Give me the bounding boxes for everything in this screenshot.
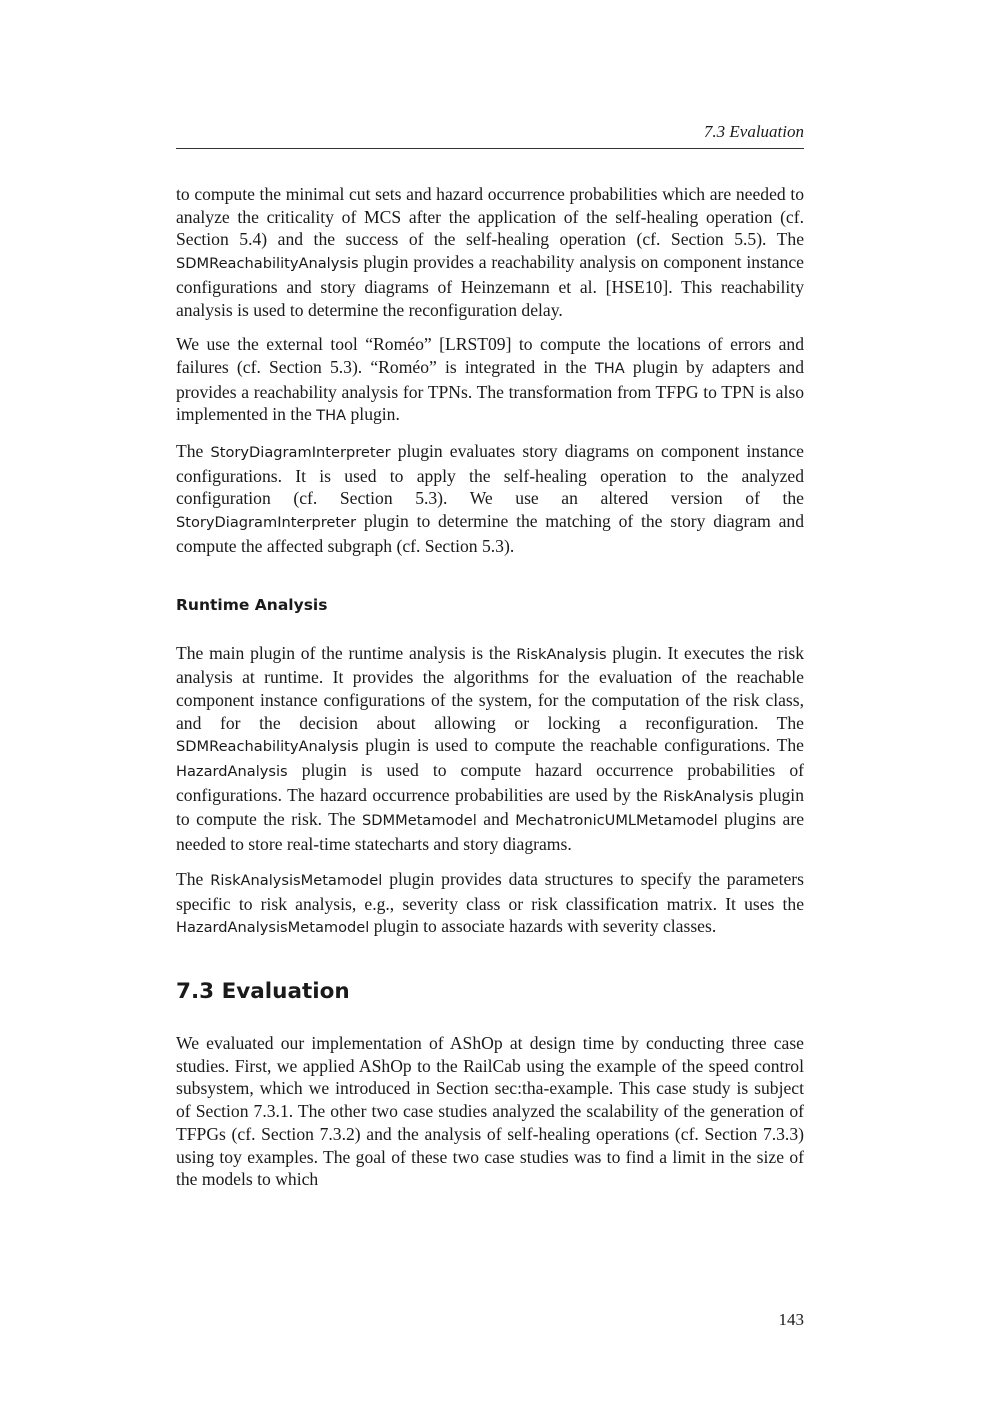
text: plugin evaluates story diagrams on component instance configurations. It is used to apply the self-healing operation to the analyzed configuration (cf. Section 5.3). We use an altered version of the [176, 441, 804, 509]
plugin-name: THA [594, 359, 625, 377]
text: plugin. [346, 404, 400, 425]
text: and [476, 809, 516, 830]
paragraph-3 [176, 440, 804, 558]
plugin-name: RiskAnalysisMetamodel [210, 871, 383, 889]
text: The [176, 441, 211, 462]
plugin-name: StoryDiagramInterpreter [176, 514, 357, 532]
text: The main plugin of the runtime analysis is the [176, 642, 517, 663]
text: plugin provides data structures to specify the parameters specific to risk analysis, e.g., severity class or risk classification matrix. It uses the [176, 868, 804, 914]
running-head: 7.3 Evaluation [176, 120, 804, 149]
text: to compute the minimal cut sets and hazard occurrence probabilities which are needed to analyze the criticality of MCS after the application of the self-healing operation (cf. Section 5.4) and the success of the self-healing operation (cf. Section 5.5). The [176, 184, 804, 250]
text: We use the external tool “Roméo” [LRST09] to compute the locations of errors and failures (cf. Section 5.3). “Roméo” is integrated in the [176, 334, 804, 377]
page-number: 143 [778, 1310, 804, 1329]
plugin-name: THA [316, 407, 347, 425]
paragraph-2 [176, 333, 804, 428]
text: plugin provides a reachability analysis on component instance configurations and story diagrams of Heinzemann et al. [HSE10]. This reachability analysis is used to determine the reconfiguration delay. [176, 252, 804, 320]
paragraph-4 [176, 642, 804, 856]
plugin-name: StoryDiagramInterpreter [210, 444, 391, 462]
plugin-name: SDMReachabilityAnalysis [176, 738, 359, 756]
text: plugin to determine the matching of the story diagram and compute the affected subgraph (cf. Section 5.3). [176, 511, 804, 556]
paragraph-6: We evaluated our implementation of AShOp at design time by conducting three case studies. First, we applied AShOp to the RailCab using the example of the speed control subsystem, which we introduced in Section sec:tha-example. This case study is subject of Section 7.3.1. The other two case studies analyzed the scalability of the generation of TFPGs (cf. Section 7.3.2) and the analysis of self-healing operations (cf. Section 7.3.3) using toy examples. The goal of these two case studies was to find a limit in the size of the models to which [176, 1032, 804, 1190]
plugin-name: HazardAnalysis [176, 763, 288, 781]
plugin-name: MechatronicUMLMetamodel [515, 812, 718, 830]
paragraph-1 [176, 183, 804, 321]
plugin-name: HazardAnalysisMetamodel [176, 919, 370, 937]
text: The [176, 868, 211, 889]
subsection-heading: Runtime Analysis [176, 595, 328, 614]
paragraph-5 [176, 868, 804, 940]
text: plugin is used to compute hazard occurrence probabilities of configurations. The hazard occurrence probabilities are used by the [176, 760, 804, 805]
text: plugins are needed to store real-time statecharts and story diagrams. [176, 809, 804, 855]
plugin-name: RiskAnalysis [516, 645, 607, 663]
text: plugin to associate hazards with severity classes. [369, 916, 717, 937]
body-text [176, 183, 804, 1203]
text: plugin by adapters and provides a reachability analysis for TPNs. The transformation from TFPG to TPN is also implemented in the [176, 356, 805, 425]
plugin-name: SDMMetamodel [362, 812, 477, 830]
plugin-name: RiskAnalysis [663, 787, 754, 805]
plugin-name: SDMReachabilityAnalysis [176, 255, 359, 273]
text: plugin. It executes the risk analysis at runtime. It provides the algorithms for the evaluation of the reachable component instance configurations of the system, for the computation of the risk class, and for the decision about allowing or locking a reconfiguration. The [176, 642, 804, 733]
text: plugin to compute the risk. The [176, 784, 804, 830]
text: plugin is used to compute the reachable configurations. The [358, 735, 804, 756]
section-heading: 7.3 Evaluation [176, 978, 350, 1004]
